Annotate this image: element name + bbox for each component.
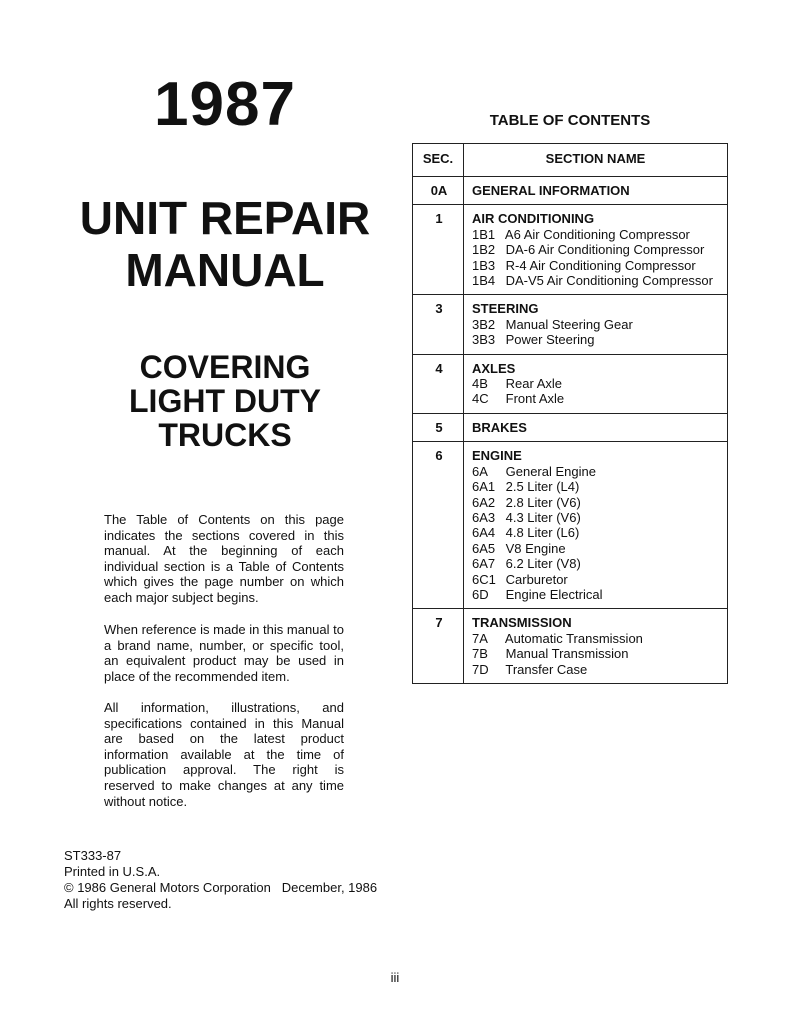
toc-subsection-name: Carburetor: [505, 571, 568, 587]
toc-subsection-name: Manual Transmission: [505, 646, 629, 662]
toc-section-number: 3: [413, 295, 464, 354]
publication-footer: [64, 848, 377, 912]
toc-subsection: [472, 317, 721, 332]
toc-subsection-code: 7B: [472, 646, 488, 662]
toc-heading: TABLE OF CONTENTS: [489, 112, 651, 129]
toc-row: [413, 295, 728, 354]
toc-section-cell: [464, 609, 728, 684]
subtitle-line-1: COVERING: [139, 349, 311, 385]
year-heading: 1987: [154, 70, 296, 139]
toc-section-cell: [464, 205, 728, 295]
toc-section-title: AXLES: [472, 360, 516, 376]
toc-section-number: 4: [413, 354, 464, 413]
toc-subsection-code: 4C: [472, 391, 489, 407]
toc-col-sec: SEC.: [413, 144, 464, 177]
toc-subsection-name: Front Axle: [505, 391, 565, 407]
toc-subsection-code: 4B: [472, 376, 488, 392]
title-line-2: MANUAL: [125, 244, 325, 296]
toc-subsection-code: 6A: [472, 463, 488, 479]
subtitle-line-3: TRUCKS: [158, 417, 292, 453]
page-number: iii: [390, 970, 400, 985]
toc-subsection: [472, 227, 721, 242]
toc-row: [413, 354, 728, 413]
toc-section-number: 6: [413, 442, 464, 609]
toc-subsection-code: 1B3: [472, 257, 496, 273]
toc-subsection-name: Transfer Case: [505, 661, 588, 677]
toc-subsection: [472, 587, 721, 602]
toc-subsection-code: 6A4: [472, 525, 496, 541]
toc-subsection: [472, 541, 721, 556]
toc-subsection-name: Engine Electrical: [505, 586, 603, 602]
toc-subsection-name: 6.2 Liter (V8): [505, 556, 581, 572]
publication-code: ST333-87: [64, 848, 122, 863]
toc-subsection-code: 6D: [472, 586, 489, 602]
toc-subsection: [472, 572, 721, 587]
title-line-1: UNIT REPAIR: [79, 192, 371, 244]
toc-subsection-code: 7D: [472, 661, 489, 677]
toc-subsection-code: 1B2: [472, 242, 496, 258]
toc-subsection-code: 1B1: [472, 226, 496, 242]
toc-subsection-code: 1B4: [472, 273, 496, 289]
toc-subsection-name: Automatic Transmission: [504, 630, 643, 646]
toc-subsection-code: 7A: [472, 630, 488, 646]
toc-subsection-name: A6 Air Conditioning Compressor: [504, 226, 690, 242]
toc-subsection-code: 3B3: [472, 332, 496, 348]
subtitle-line-2: LIGHT DUTY: [129, 383, 321, 419]
toc-subsection: [472, 646, 721, 661]
toc-subsection-name: 2.8 Liter (V6): [505, 494, 581, 510]
toc-subsection: [472, 525, 721, 540]
toc-subsection: [472, 332, 721, 347]
toc-body: [413, 177, 728, 684]
toc-subsection-name: R-4 Air Conditioning Compressor: [505, 257, 696, 273]
toc-subsection: [472, 273, 721, 288]
toc-subsection: [472, 556, 721, 571]
toc-section-title: ENGINE: [472, 448, 522, 464]
toc-subsection: [472, 495, 721, 510]
publication-date: December, 1986: [281, 880, 378, 895]
toc-row: [413, 442, 728, 609]
rights-reserved: All rights reserved.: [64, 896, 172, 911]
toc-section-number: 1: [413, 205, 464, 295]
toc-subsection-name: General Engine: [505, 463, 596, 479]
toc-subsection-name: 4.3 Liter (V6): [505, 509, 581, 525]
copyright-text: © 1986 General Motors Corporation: [64, 880, 271, 895]
toc-section-title: AIR CONDITIONING: [472, 211, 595, 227]
toc-header-row: [413, 144, 728, 177]
toc-section-title: STEERING: [472, 301, 539, 317]
toc-section-cell: [464, 354, 728, 413]
toc-section-cell: [464, 295, 728, 354]
toc-row: [413, 413, 728, 441]
toc-subsection-code: 3B2: [472, 316, 496, 332]
disclaimer-paragraph: All information, illustrations, and specifications contained in this Manual are based on the latest product information available at the time of publication approval. The right is reserved to make changes at any time without notice.: [104, 700, 344, 809]
toc-section-cell: [464, 177, 728, 205]
toc-subsection-name: Rear Axle: [505, 376, 562, 392]
toc-subsection: [472, 479, 721, 494]
printed-location: Printed in U.S.A.: [64, 864, 161, 879]
toc-section-title: GENERAL INFORMATION: [472, 183, 630, 198]
toc-subsection-name: V8 Engine: [505, 540, 566, 556]
toc-subsection: [472, 464, 721, 479]
toc-subsection-name: 2.5 Liter (L4): [505, 479, 580, 495]
toc-section-number: 7: [413, 609, 464, 684]
manual-title: [40, 192, 410, 296]
toc-subsection: [472, 631, 721, 646]
toc-subsection-name: DA-V5 Air Conditioning Compressor: [505, 273, 713, 289]
toc-subsection-name: DA-6 Air Conditioning Compressor: [505, 242, 705, 258]
toc-section-number: 5: [413, 413, 464, 441]
toc-row: [413, 609, 728, 684]
toc-row: [413, 177, 728, 205]
toc-subsection-name: Power Steering: [505, 332, 595, 348]
reference-paragraph: When reference is made in this manual to a brand name, number, or specific tool, an equivalent product may be used in place of the recommended item.: [104, 622, 344, 684]
toc-section-cell: [464, 442, 728, 609]
toc-section-cell: [464, 413, 728, 441]
toc-subsection: [472, 376, 721, 391]
copyright-line: [64, 880, 377, 896]
toc-subsection-code: 6C1: [472, 571, 496, 587]
toc-section-title: TRANSMISSION: [472, 615, 572, 631]
toc-section-number: 0A: [413, 177, 464, 205]
toc-subsection-code: 6A2: [472, 494, 496, 510]
toc-subsection-name: 4.8 Liter (L6): [505, 525, 580, 541]
toc-subsection-code: 6A5: [472, 540, 496, 556]
toc-subsection-name: Manual Steering Gear: [505, 316, 633, 332]
toc-subsection-code: 6A3: [472, 509, 496, 525]
intro-paragraph: The Table of Contents on this page indicates the sections covered in this manual. At the beginning of each individual section is a Table of Contents which gives the page number on which each major subject begins.: [104, 512, 344, 605]
toc-subsection: [472, 510, 721, 525]
toc-subsection-code: 6A1: [472, 479, 496, 495]
toc-section-title: BRAKES: [472, 419, 527, 435]
toc-subsection: [472, 242, 721, 257]
toc-subsection: [472, 258, 721, 273]
toc-subsection: [472, 662, 721, 677]
toc-subsection-code: 6A7: [472, 556, 496, 572]
toc-row: [413, 205, 728, 295]
toc-table: [412, 143, 728, 684]
toc-subsection: [472, 391, 721, 406]
toc-col-name: SECTION NAME: [464, 144, 728, 177]
coverage-subtitle: [80, 350, 370, 452]
